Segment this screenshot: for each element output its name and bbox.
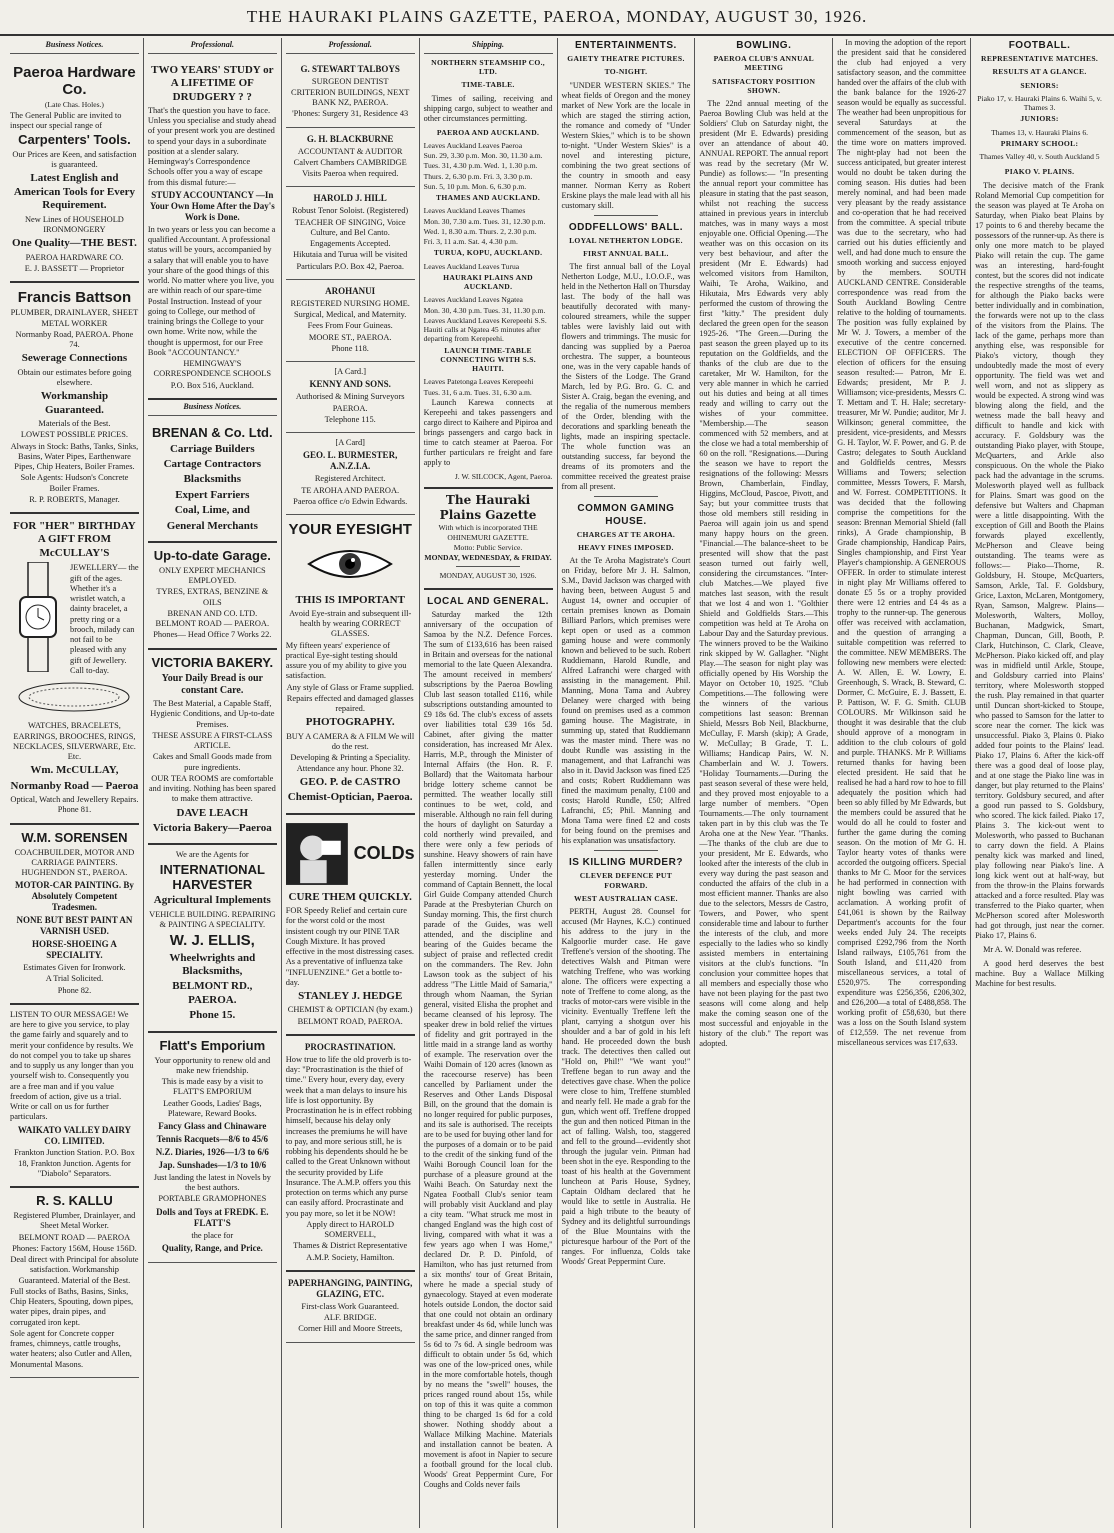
section-label: Business Notices. bbox=[148, 400, 277, 416]
article-subhead: LOYAL NETHERTON LODGE. bbox=[569, 235, 683, 245]
kallu-ad bbox=[10, 1188, 139, 1378]
article-subhead: PIAKO V. PLAINS. bbox=[1004, 167, 1075, 177]
ad-line: N.Z. Diaries, 1926—1/3 to 6/6 bbox=[155, 1147, 269, 1157]
column-6 bbox=[695, 38, 833, 1528]
ad-line: [A Card] bbox=[335, 438, 365, 448]
article-body: The 22nd annual meeting of the Paeroa Bowling Club was held at the Soldiers' Club on Saturday night, the president (Mr E. Edwards) presiding over an attendance of about 40. ANNUAL REPORT. The annual report was read by the secretary (Mr W. Pundie) as follows:— "In presenting the annual report your committee has pleasure in stating that the past season, whilst not reaching the success attained in previous years in interclub matches, was in many ways a most enjoyable one. Official Opening.—The weather was on this occasion on its very best behaviour, and after the president (Mr E. Edwards) had welcomed visitors from Hamilton, Waihi, Te Aroha, Waikino, and Hikutaia, Mrs Edwards very ably performed the custom of throwing the first "kitty." The president duly declared the green open for the season 1925-26. "The Green.—During the past season the green played up to its reputation on the Goldfields, and the thanks of the club are due to the caretaker, Mr W. Hamilton, for the very able manner in which he carried out his duties and being at all times ready and willing to carry out the wishes of your committee. "Membership.—The season commenced with 52 members, and at the close we had a total membership of 60 on the roll. "Resignations.—During the season we have to report the resignations of the following: Messrs Brown, Chamberlain, Findlay, Higgins, McCloud, Pascoe, Pivott, and Say; but your committee trusts that those old members still residing in Paeroa will again join us and spend many happy hours on the green. "Financial.—The balance-sheet to be presented will show that the past season turned out fairly well, considering the circumstances. "Inter-club Matches.—We played five matches last season, with the result that we lost 4 and won 1. "Golthier Shield and Goldfields Stars.—This competition was held at Te Aroha on Labour Day and the Saturday previous. The winners proved to be the Waikino rink skipped by W. Gallagher. "Night Play.—The season for night play was officially opened by His Worship the Mayor on October 10, 1925. "Club Competitions.—The following were the winners of the various competitions last season: Brennan Shield, Messrs Bob Neil, Blackburne, McCullay, F. Marsh (skip); A Grade, W. McCullay; B Grade, T. L. Williams; Handicap Pairs, W. N. Chamberlain and W. J. Towers. "Holiday Tournaments.—During the past season several of these were held, and they proved most enjoyable to a large number of members. "Open Tournaments.—The only tournament taken part in by this club was the Te Aroha one at the New Year. "Thanks.—The thanks of the club are due to your president, Mr E. Edwards, who looked after the interests of the club in every way during the past season and conducted the affairs of the club in a most efficient manner. Thanks are also due to the selectors, Messrs de Castro, Towers, and Power, who spent considerable time and labour to further the interests of the club, and more especially to the ladies who so kindly assisted members in entertaining visitors at the club's functions. "In conclusion your committee hopes that all members and especially those who have not been playing for the past two seasons will come along and help make the coming season one of the most successful and enjoyable in the history of the club." The report was adopted. bbox=[699, 99, 829, 1049]
ad-line: Hikutaia and Turua will be visited bbox=[293, 250, 408, 260]
column-8 bbox=[971, 38, 1108, 1528]
ad-line: GEO. P. de CASTRO bbox=[299, 775, 401, 788]
ad-line: Any style of Glass or Frame supplied. bbox=[286, 682, 414, 692]
ad-line: Sewerage Connections bbox=[21, 352, 128, 365]
ad-line: Authorised & Mining Surveyors bbox=[295, 392, 405, 402]
ad-line: Just landing the latest in Novels by the best authors. bbox=[153, 1172, 271, 1193]
ad-line: Agricultural Implements bbox=[153, 894, 271, 907]
ad-title: Flatt's Emporium bbox=[159, 1037, 266, 1053]
ad-line: KENNY AND SONS. bbox=[309, 379, 391, 390]
ad-line: BELMONT ROAD — PAEROA bbox=[18, 1232, 131, 1242]
ad-line: HAROLD J. HILL bbox=[313, 193, 387, 204]
eye-illustration bbox=[305, 544, 395, 584]
ad-line: Leather Goods, Ladies' Bags, Plateware, Reward Books. bbox=[163, 1098, 262, 1118]
article-subhead: SATISFACTORY POSITION SHOWN. bbox=[712, 76, 816, 95]
ad-line: Victoria Bakery—Paeroa bbox=[152, 821, 272, 834]
shipping-company: NORTHERN STEAMSHIP CO., LTD. bbox=[431, 57, 545, 76]
hill-ad bbox=[286, 187, 415, 279]
ad-line: (Late Chas. Holes.) bbox=[44, 100, 104, 110]
ad-line: Blacksmiths bbox=[183, 473, 242, 486]
arohanui-ad bbox=[286, 280, 415, 362]
ad-line: My fifteen years' experience of practical Eye-sight testing should assure you of my ability to give you satisfaction. bbox=[285, 640, 407, 681]
schedule-row: Tues. 31, 4.30 p.m. Wed. 1, 1.30 p.m. bbox=[423, 161, 538, 171]
ad-title: BRENAN & Co. Ltd. bbox=[152, 424, 273, 440]
ad-line: Registered Plumber, Drainlayer, and Sheet Metal Worker. bbox=[13, 1211, 136, 1231]
gazette-masthead-box bbox=[424, 487, 553, 590]
kenny-ad bbox=[286, 362, 415, 433]
ad-line: the place for bbox=[191, 1230, 234, 1240]
ad-line: Avoid Eye-strain and subsequent ill-health by wearing CORRECT GLASSES. bbox=[289, 608, 412, 639]
ad-line: TYRES, EXTRAS, BENZINE & OILS bbox=[156, 587, 269, 607]
ad-line: PHOTOGRAPHY. bbox=[305, 716, 395, 729]
ad-line: Obtain our estimates before going elsewhere. bbox=[17, 367, 132, 387]
ad-line: Robust Tenor Soloist. (Registered) bbox=[292, 206, 409, 216]
ad-line: G. H. BLACKBURNE bbox=[306, 133, 394, 144]
ad-line: Paeroa office c/o Edwin Edwards. bbox=[293, 496, 408, 506]
ad-line: HEMINGWAY'S CORRESPONDENCE SCHOOLS bbox=[153, 359, 272, 379]
sneezing-man-illustration bbox=[286, 819, 348, 889]
ad-line: TWO YEARS' STUDY or A LIFETIME OF DRUDGERY ? ? bbox=[151, 63, 274, 103]
ad-line: We are the Agents for bbox=[175, 850, 249, 860]
ad-line: MONDAY, WEDNESDAY, & FRIDAY. bbox=[424, 553, 552, 562]
ad-line: A.M.P. Society, Hamilton. bbox=[306, 1252, 395, 1262]
article-body: The first annual ball of the Loyal Netherton Lodge, M.U., I.O.O.F., was held in the Netherton Hall on Thursday last. The body of the hall was beautifully decorated with many-coloured streamers, while the supper tables were lavishly laid out with flowers and trimmings. The music for dancing was supplied by a Paeroa orchestra. The supper, a bounteous one, was in the very capable hands of the Sisters of the Lodge. The Grand March, led by P.G. Bro. G. C. and Sister A. Craig, began the evening, and the regalia of the numerous members of the Order, blending with the decorations and sparkling beneath the lights, made an inspiring spectacle. The whole function was an outstanding success, far beyond the dreams of its promoters and the committee received the greatest praise from all present. bbox=[561, 262, 691, 492]
battson-ad bbox=[10, 283, 139, 514]
article-headline: COMMON GAMING HOUSE. bbox=[577, 503, 675, 527]
schedule-row: Sun. 29, 3.30 p.m. Mon. 30, 11.30 a.m. bbox=[423, 151, 543, 160]
ad-line: Our Prices are Keen, and satisfaction is guaranteed. bbox=[12, 149, 137, 170]
ad-line: STUDY ACCOUNTANCY —In Your Own Home After the Day's Work is Done. bbox=[149, 189, 275, 222]
blackburne-ad bbox=[286, 128, 415, 188]
ad-line: Phone 82. bbox=[57, 985, 92, 995]
ad-line: Deal direct with Principal for absolute satisfaction. Workmanship Guaranteed. Material of the Best. bbox=[10, 1255, 139, 1285]
section-label: Business Notices. bbox=[10, 38, 139, 54]
ad-line: Expert Farriers bbox=[175, 488, 250, 501]
burmester-ad bbox=[286, 433, 415, 515]
ad-line: THESE ASSURE A FIRST-CLASS ARTICLE. bbox=[152, 730, 273, 750]
article-headline: LOCAL AND GENERAL. bbox=[427, 595, 549, 607]
ad-line: THIS IS IMPORTANT bbox=[295, 593, 405, 606]
talboys-ad bbox=[286, 58, 415, 128]
ad-line: Calvert Chambers CAMBRIDGE bbox=[293, 157, 407, 167]
column-2 bbox=[144, 38, 282, 1528]
ad-line: Sole agent for Concrete copper frames, chimneys, cattle troughs, water heaters; also Cutler and Allen, Monumental Masons. bbox=[10, 1328, 132, 1369]
ad-line: Carriage Builders bbox=[169, 442, 255, 455]
ad-line: BUY A CAMERA & A FILM We will do the rest. bbox=[286, 731, 415, 752]
column-1 bbox=[6, 38, 144, 1528]
ad-line: DAVE LEACH bbox=[176, 806, 249, 819]
column-7 bbox=[833, 38, 971, 1528]
article-body: Mr A. W. Donald was referee. bbox=[983, 944, 1082, 954]
ad-line: PORTABLE GRAMOPHONES bbox=[158, 1194, 267, 1204]
ad-line: LOWEST POSSIBLE PRICES. bbox=[20, 430, 128, 440]
ad-line: First-class Work Guaranteed. bbox=[301, 1301, 399, 1311]
article-body: At the Te Aroha Magistrate's Court on Friday, before Mr J. H. Salmon, S.M., David Jackson was charged with having been, between August 5 and August 14, owner and occupier of certain premises known as Domain Billiard Parlors, which premises were kept open or used as a common gaming house and were commonly known and believed to be such. Robert Ruddiemann, Harold Rundle, and Alfred Lafranchi were charged with assisting in the management. Phil. Manning, Mona Tama and Aubrey Delaney were charged with being found on premises used as a common gaming house. The Magistrate, in summing up, stated that Ruddiemann was the master mind. There was no doubt Rundle was assisting in the management, and that Lafranchi was also in it. David Jackson was fined £25 and costs; Robert Ruddiemann was fined the maximum penalty, £100 and costs; Harold Rundle, £50; Alfred Lafranchi, £5; Phil. Manning and Mona Tama were fined £2 and costs for being found on the premises and his explanation was unsatisfactory. bbox=[561, 556, 691, 846]
ad-title: R. S. KALLU bbox=[36, 1193, 113, 1209]
ad-line: Phones: Factory 156M, House 156D. bbox=[12, 1243, 137, 1253]
brenan-ad bbox=[148, 420, 277, 543]
schedule-row: Tues. 31, 6 a.m. Tues. 31, 6.30 a.m. bbox=[423, 387, 532, 397]
ad-line: The Best Material, a Capable Staff, Hygienic Conditions, and Up-to-date Premises. bbox=[150, 699, 275, 729]
ad-line: FOR "HER" BIRTHDAY A GIFT FROM McCULLAY'S bbox=[13, 520, 136, 559]
ad-line: Full stocks of Baths, Basins, Sinks, Chip Heaters, Spouting, down pipes, water pipes, drain pipes, and corrugated iron kept. bbox=[10, 1286, 134, 1327]
gazette-title: The Hauraki Plains Gazette bbox=[439, 493, 537, 522]
results-line: Piako 17, v. Hauraki Plains 6. Waihi 5, v. Thames 3. bbox=[977, 93, 1102, 113]
schedule-row: Leaves Auckland Leaves Ngatea bbox=[423, 295, 523, 305]
ad-line: Normanby Road — Paeroa bbox=[10, 779, 139, 792]
ad-line: In two years or less you can become a qualified Accountant. A professional status will be yours, accompanied by a salary that will enable you to have your share of the good things of this world. No matter where you live, you are within reach of our spare-time Postal Instruction. Instead of your going to College, our method of training brings the College to your own home. Write now, while the thought is uppermost, for our Free Book "ACCOUNTANCY." bbox=[147, 224, 276, 357]
jewellery-illustration bbox=[14, 677, 134, 717]
section-label: Professional. bbox=[148, 38, 277, 54]
ad-line: Always in Stock: Baths, Tanks, Sinks, Basins, Water Pipes, Earthenware Pipes, Chip Heaters, Boiler Frames. bbox=[10, 441, 139, 472]
ad-line: 'Phones: Surgery 31, Residence 43 bbox=[292, 109, 409, 119]
columns bbox=[6, 38, 1108, 1528]
ad-title: Paeroa Hardware Co. bbox=[13, 63, 136, 98]
ad-line: TE AROHA AND PAEROA. bbox=[301, 485, 400, 495]
ad-line: VEHICLE BUILDING. REPAIRING & PAINTING A SPECIALITY. bbox=[149, 909, 276, 930]
ad-line: CHEMIST & OPTICIAN (by exam.) bbox=[287, 1005, 413, 1015]
harvester-ad bbox=[148, 845, 277, 1032]
article-body: A good herd deserves the best machine. Buy a Wallace Milking Machine for best results. bbox=[975, 958, 1104, 988]
ad-line: WATCHES, BRACELETS, EARRINGS, BROOCHES, RINGS, NECKLACES, SILVERWARE, Etc. Etc. bbox=[13, 721, 136, 761]
eyesight-ad bbox=[286, 515, 415, 815]
ad-line: Motto: Public Service. bbox=[453, 542, 523, 552]
ad-line: Surgical, Medical, and Maternity. bbox=[294, 310, 407, 320]
ad-line: STANLEY J. HEDGE bbox=[298, 990, 403, 1003]
ad-title: Francis Battson bbox=[17, 289, 132, 307]
article-body: "UNDER WESTERN SKIES." The wheat fields of Oregon and the money market of New York are the locale in which are staged the stirring action, the romance and comedy of "Under Western Skies," which is to be shown to-night. "Under Western Skies" is a novel and interesting picture, combining the two great sections of the country in smooth and easy manner. Norman Kerry as Robert Erskine plays the male lead with all his customary skill. bbox=[561, 80, 691, 210]
ad-line: Phone 118. bbox=[331, 343, 369, 353]
ad-line: Coal, Lime, and bbox=[174, 504, 250, 517]
ad-line: R. P. ROBERTS, Manager. bbox=[29, 494, 120, 504]
route-head: THAMES AND AUCKLAND. bbox=[436, 193, 541, 202]
ad-line: G. STEWART TALBOYS bbox=[300, 63, 400, 74]
schedule-row: Leaves Patetonga Leaves Kerepeehi bbox=[423, 377, 534, 387]
ad-line: Quality, Range, and Price. bbox=[161, 1242, 263, 1253]
ad-line: COACHBUILDER, MOTOR AND CARRIAGE PAINTERS. HUGHENDON ST., PAEROA. bbox=[14, 847, 135, 877]
ad-line: Engagements Accepted. bbox=[309, 239, 391, 249]
schedule-row: Mon. 30, 4.30 p.m. Tues. 31, 11.30 p.m. bbox=[423, 305, 546, 315]
flatt-ad bbox=[148, 1033, 277, 1263]
ad-line: Estimates Given for Ironwork. bbox=[23, 963, 126, 973]
ad-line: TEACHER OF SINGING, Voice Culture, and Bel Canto. bbox=[294, 217, 406, 237]
agent-signature: J. W. SILCOCK, Agent, Paeroa. bbox=[454, 471, 553, 481]
ad-title: Carpenters' Tools. bbox=[18, 132, 131, 147]
article-subhead: GAIETY THEATRE PICTURES. bbox=[567, 54, 685, 64]
article-subhead: CLEVER DEFENCE PUT FORWARD. bbox=[579, 871, 673, 890]
article-headline: IS KILLING MURDER? bbox=[568, 857, 683, 869]
divider bbox=[456, 566, 520, 567]
masthead: THE HAURAKI PLAINS GAZETTE, PAEROA, MONDAY, AUGUST 30, 1926. bbox=[0, 0, 1114, 36]
ad-line: Dolls and Toys at FREDK. E. FLATT'S bbox=[156, 1206, 269, 1228]
ad-line: PLUMBER, DRAINLAYER, SHEET METAL WORKER bbox=[10, 308, 139, 328]
section-label: Professional. bbox=[286, 38, 415, 54]
ad-line: Your Daily Bread is our constant Care. bbox=[161, 672, 263, 696]
ad-line: CURE THEM QUICKLY. bbox=[288, 890, 412, 903]
divider bbox=[594, 850, 658, 851]
schedule-row: Leaves Auckland Leaves Paeroa bbox=[423, 140, 523, 150]
ad-line: Visits Paeroa when required. bbox=[302, 169, 399, 179]
route-head: HAURAKI PLAINS AND AUCKLAND. bbox=[443, 272, 533, 291]
ad-line: JEWELLERY— the gift of the ages. Whether it's a wristlet watch, a dainty bracelet, a pretty ring or a brooch, milady can not fail to be pleased with any gift of Jewellery. Call to-day. bbox=[70, 563, 139, 675]
dairy-ad bbox=[10, 1005, 139, 1188]
article-subhead: PAEROA CLUB'S ANNUAL MEETING bbox=[713, 54, 814, 73]
ad-line: Optical, Watch and Jewellery Repairs. Phone 81. bbox=[10, 795, 139, 815]
ad-line: Apply direct to HAROLD SOMERVELL, bbox=[306, 1219, 395, 1240]
ad-line: Corner Hill and Moore Streets, bbox=[298, 1324, 403, 1334]
schedule-row: Wed. 1, 8.30 a.m. Thurs. 2, 2.30 p.m. bbox=[423, 226, 537, 236]
article-subhead: CHARGES AT TE AROHA. bbox=[576, 529, 676, 539]
results-head: PRIMARY SCHOOL: bbox=[1000, 138, 1079, 148]
ad-line: Thames & District Representative bbox=[293, 1241, 408, 1251]
ad-line: Fancy Glass and Chinaware bbox=[158, 1121, 267, 1132]
ad-line: Wm. McCULLAY, bbox=[30, 764, 119, 777]
section-label: Shipping. bbox=[424, 38, 553, 54]
schedule-row: Sun. 5, 10 p.m. Mon. 6, 6.30 p.m. bbox=[423, 181, 527, 191]
ad-line: OUR TEA ROOMS are comfortable and inviting. Nothing has been spared to make them attractive. bbox=[148, 773, 276, 804]
ad-line: Latest English and American Tools for Every Requirement. bbox=[13, 172, 135, 212]
ad-line: Repairs effected and damaged glasses repaired. bbox=[286, 693, 414, 714]
ad-line: Fees From Four Guineas. bbox=[307, 321, 393, 331]
ad-line: FOR Speedy Relief and certain cure for the worst cold or the most insistent cough try our PINE TAR Cough Mixture. It has proved effective in the most distressing cases. As a preventative of influenza take "INFLUENZINE." Get a bottle to-day. bbox=[285, 906, 414, 987]
ad-line: Telephone 115. bbox=[324, 414, 376, 424]
ad-title: W. J. ELLIS, bbox=[169, 932, 255, 950]
ad-line: The General Public are invited to inspect our special range of bbox=[10, 110, 122, 130]
ad-line: Phones— Head Office 7 Works 22. bbox=[153, 630, 272, 640]
ad-title: YOUR EYESIGHT bbox=[288, 521, 412, 539]
ad-line: With which is incorporated THE OHINEMURI GAZETTE. bbox=[438, 523, 538, 542]
ad-line: Phone 15. bbox=[189, 1009, 236, 1022]
ad-line: E. J. BASSETT — Proprietor bbox=[24, 263, 125, 273]
ad-title: VICTORIA BAKERY. bbox=[151, 654, 274, 670]
section-headline: FOOTBALL. bbox=[1008, 40, 1071, 51]
ad-line: MOORE ST., PAEROA. bbox=[308, 332, 392, 342]
article-body: PERTH, August 28. Counsel for accused (Mr Haynes, K.C.) continued his address to the jury in the Kalgoorlie murder case. He gave Treffene's version of the shooting. The detectives Walsh and Pitman were watching Treffene, who was working alone. The officers were expecting a note of Treffene to come along, as the tracks of motor-cars were visible in the vicinity. Eventually Treffene left the plant, carrying a shotgun over his shoulder and a bar of gold in his left hand. He proceeded down the bush track. The detectives then called out "Hold on, Phil!" "We want you!" Treffene began to run away and the detectives gave chase. When the police were close to him, Treffene stumbled and nearly fell. He made a grab for the gun, which went off. Treffene dropped the gun and then noticed Pitman in the act of falling. Walsh, too, staggered and fell to the ground—evidently shot through the jugular vein. Pitman had been shot in the eye. Responding to the toast of his health at the Government luncheon at Paris House, Sydney, Captain Oldham declared that he would like to settle in Australia. He paid a high tribute to the beauty of Sydney and its delightful surroundings of the Blue Mountains with the picturesque harbour of the Port of the ranges. For influenza, Colds take Woods' Great Peppermint Cure. bbox=[561, 907, 691, 1267]
schedule-row: Leaves Auckland Leaves Kerepeehi S.S. Hauiti calls at Ngatea 45 minutes after departing from Kerepeehi. bbox=[423, 315, 547, 344]
ad-line: ONLY EXPERT MECHANICS EMPLOYED. bbox=[159, 565, 266, 586]
article-subhead: HEAVY FINES IMPOSED. bbox=[578, 543, 674, 552]
divider bbox=[594, 496, 658, 497]
ad-line: A Trial Solicited. bbox=[45, 974, 104, 984]
ad-line: That's the question you have to face. Unless you specialise and study ahead of your present work you are destined to spend your days in a subordinate position at a slender salary. Hemingway's Correspondence Schools offer you a way of escape from this dismal future:— bbox=[147, 105, 277, 187]
ad-line: MOTOR-CAR PAINTING. By Absolutely Competent Tradesmen. bbox=[14, 880, 134, 913]
schedule-row: Thurs. 2, 6.30 p.m. Fri. 3, 3.30 p.m. bbox=[423, 171, 533, 181]
route-head: PAEROA AND AUCKLAND. bbox=[436, 127, 540, 137]
paeroa-hardware-ad bbox=[10, 58, 139, 283]
ad-line: CRITERION BUILDINGS, NEXT BANK NZ, PAEROA. bbox=[290, 87, 410, 108]
column-3 bbox=[282, 38, 420, 1528]
timetable-label: TIME-TABLE. bbox=[461, 80, 515, 90]
hemingway-ad bbox=[148, 58, 277, 400]
results-line: Thames 13, v. Hauraki Plains 6. bbox=[991, 127, 1089, 137]
results-head: JUNIORS: bbox=[1020, 114, 1059, 124]
article-body: The decisive match of the Frank Roland Memorial Cup competition for the season was played at Te Aroha on Saturday, when Piako beat Plains by 17 points to 6 and thereby became the possessors of the runner-up. As there is only one more match to be played Piako will retain the cup. The game was an interesting, hard-fought contest, but the scores did not indicate the respective strengths of the teams, for although the Piako backs were better individually and in combination, the forwards were not up to the class of the visitors from the Plains. The lack of the game, perhaps more than anything else, was responsible for Piako's victory, though they undoubtedly made the most of every opportunity. The field was wet and well worn, and not as slippery as would be expected. A strong wind was blowing along the field, and the wetness made the ball heavy and difficult to handle and kick with accuracy. F. Goldsbury was the outstanding Piako player, with Stoupe, McQuarters, and Arkle also conspicuous. On the whole the Piako pack had the advantage in the scrums. Molesworth played well as fullback for Plains. Smart was good on the defensive but Walters and Chapman were a little disappointing. With the exception of Gill and Booth the Plains forwards played excellently, McPherson and Cleave being outstanding. The teams were as follows:— Piako—Thorne, R. Goldsbury, H. Stoupe, McQuarters, Samson, Arkle, Tal. F. Goldsbury, Grice, Laxton, McLaren, Montgomery, Ryan, Samson, Malgrew. Plains—Molesworth, Walters, Molloy, Buchanan, Madgwick, Smart, Chapman, Duncan, Gill, Booth, P. Clark, Hutchinson, C. Clark, Cleave, McPherson. Piako kicked off, and play was in midfield until Arkle, Stoupe, and Goldsbury carried into Plains' territory, where Molesworth stopped the rush. Play remained in that quarter until Duncan short-kicked to Stoupe, who passed to Samson for the latter to score near the corner. The kick was unsuccessful. Piako 3, Plains 0. Piako added four points to the Plains' lead. Piako 17, Plains 6. After the kick-off there was a good deal of loose play, and at one stage the Piako line was in danger, but play returned to the Plains' territory. Goldsbury secured, and after a good run passed to S. Goldsbury, who scored. The kick failed. Piako 17, Plains 3. The kick-out went to Molesworth, who passed to Buchanan to carry down the field. A Plains penalty kick was marked and lined, play following near Piako's line. A long kick went out at half-way, but from the throw-in the Plains forwards attacked and a force resulted. Play was transferred to the Piako quarter, when McPherson scored after Molesworth had got through, just near the corner. Piako 17, Plains 6. bbox=[975, 180, 1104, 940]
ad-line: SURGEON DENTIST bbox=[311, 76, 389, 86]
ad-line: Tennis Racquets—8/6 to 45/6 bbox=[156, 1134, 269, 1145]
ad-line: ACCOUNTANT & AUDITOR bbox=[297, 146, 403, 156]
ad-line: Wheelwrights and Blacksmiths, bbox=[169, 951, 256, 977]
ad-line: General Merchants bbox=[166, 519, 258, 532]
results-head: SENIORS: bbox=[1020, 80, 1059, 90]
ad-line: PAEROA. bbox=[332, 403, 368, 413]
ad-line: Normanby Road, PAEROA. Phone 74. bbox=[15, 329, 134, 350]
amp-ad bbox=[286, 1036, 415, 1272]
route-head: TURUA, KOPU, AUCKLAND. bbox=[433, 248, 543, 258]
section-headline: ENTERTAINMENTS. bbox=[575, 40, 677, 51]
ad-line: Materials of the Best. bbox=[38, 419, 111, 429]
wristwatch-illustration bbox=[10, 562, 66, 672]
ad-line: Chemist-Optician, Paeroa. bbox=[287, 791, 413, 804]
ad-line: New Lines of HOUSEHOLD IRONMONGERY bbox=[25, 214, 124, 234]
schedule-row: Fri. 3, 11 a.m. Sat. 4, 4.30 p.m. bbox=[423, 237, 518, 246]
article-subhead: REPRESENTATIVE MATCHES. bbox=[981, 54, 1099, 64]
ad-line: Jap. Sunshades—1/3 to 10/6 bbox=[158, 1159, 267, 1170]
ad-line: [A Card.] bbox=[334, 367, 366, 377]
sorensen-ad bbox=[10, 825, 139, 1005]
ad-line: Workmanship Guaranteed. bbox=[40, 390, 109, 416]
column-5 bbox=[558, 38, 696, 1528]
divider bbox=[594, 215, 658, 216]
schedule-row: Mon. 30, 7.30 a.m. Tues. 31, 12.30 p.m. bbox=[423, 216, 546, 226]
ad-line: BELMONT RD., PAEROA. bbox=[172, 980, 253, 1006]
ad-line: Cartage Contractors bbox=[163, 457, 262, 470]
article-subhead: TO-NIGHT. bbox=[604, 67, 648, 77]
ad-line: NONE BUT BEST PAINT AN VARNISH USED. bbox=[16, 915, 133, 937]
ad-line: PAEROA HARDWARE CO. bbox=[25, 252, 124, 262]
ad-title: Up-to-date Garage. bbox=[153, 548, 271, 563]
ad-line: One Quality—THE BEST. bbox=[12, 237, 137, 250]
schedule-row: Leaves Auckland Leaves Thames bbox=[423, 206, 526, 216]
ad-line: GEO. L. BURMESTER, A.N.Z.I.A. bbox=[303, 450, 398, 472]
ad-line: REGISTERED NURSING HOME. bbox=[290, 298, 410, 308]
mccullay-ad bbox=[10, 514, 139, 825]
schedule-row: Leaves Auckland Leaves Turua bbox=[423, 261, 520, 271]
ad-line: LISTEN TO OUR MESSAGE! We are here to give you service, to play the game fairly and squarely and to merit your confidence by results. We do not compel you to take up shares and to supply us any longer than you yourself wish to. Consequently you are a free man and if you value freedom of action, give us a trial. Write or call on us for further particulars. bbox=[10, 1009, 134, 1122]
ad-line: How true to life the old proverb is to-day: "Procrastination is the thief of time." Every hour, every day, every week that a man delays to insure his life is lost opportunity. By Procrastination he is in effect robbing himself, because his delay only increases the premiums he will have to pay, and more serious still, he is robbing his dependents should he be called to the Great Unknown without the security provided by Life Insurance. The A.M.P. offers you this protection on terms which any purse can easily afford. Procrastinate and you pay more, so let it be NOW! bbox=[285, 1054, 412, 1218]
ad-line: Your opportunity to renew old and make new friendship. bbox=[154, 1055, 271, 1075]
ad-title: COLDs bbox=[353, 843, 415, 864]
ad-line: BELMONT ROAD, PAEROA. bbox=[297, 1016, 403, 1026]
ad-title: INTERNATIONAL HARVESTER bbox=[159, 861, 265, 892]
ad-line: P.O. Box 516, Auckland. bbox=[170, 380, 254, 390]
ad-line: ALF. BRIDGE. bbox=[323, 1313, 377, 1323]
article-subhead: RESULTS AT A GLANCE. bbox=[992, 67, 1087, 77]
article-headline: ODDFELLOWS' BALL. bbox=[568, 221, 684, 233]
article-subhead: FIRST ANNUAL BALL. bbox=[583, 249, 669, 259]
ad-line: AROHANUI bbox=[325, 285, 376, 296]
colds-ad bbox=[286, 815, 415, 1036]
bridge-ad bbox=[286, 1272, 415, 1343]
ad-line: Registered Architect. bbox=[314, 474, 386, 484]
ad-line: This is made easy by a visit to FLATT'S EMPORIUM bbox=[161, 1077, 263, 1097]
article-body: In moving the adoption of the report the president said that he considered the club had enjoyed a very satisfactory season, and the committee handed over the affairs of the club with the bank balance for the 1926-27 season would be equally as successful. The weather had been unpropitious for several Saturdays at the commencement of the season, but as the time wore on matters improved. The night-play had not been the success anticipated, but greater interest would no doubt be taken during the coming season. His duties had been merely nominal, and had been made very pleasant by the ready assistance and co-operation that he had received from the committee. A special tribute was due to the secretary, who had carried out his duties efficiently and well, and had done much to ensure the smooth working and success enjoyed by the members. SOUTH AUCKLAND CENTRE. Considerable correspondence was read from the South Auckland Bowling Centre relative to the holding of tournaments. The position was fully explained by Mr W. J. Towers, a member of the executive of the centre concerned. ELECTION OF OFFICERS. The election of officers for the ensuing season resulted:— Patron, Mr E. Edwards; president, Mr P. J. Williamson; vice-presidents, Messrs C. T. Mettam and T. H. Hale; secretary-treasurer, Mr W. Pundie; auditor, Mr J. Wilkinson; general committee, the president, vice-presidents, and Messrs G. H. Taylor, W. F. Power, and G. P. de Castro; delegates to South Auckland and Goldfields centres, Messrs Williams and Towers; selection committee, Messrs Towers, F. Marsh, and W. Forrest. COMPETITIONS. It was decided that the following comprise the competitions for the season: Brennan Memorial Shield (fall rinks), A Grade championship, B Grade championship, Handicap Pairs, Singles championship, and First Year Player's championship. A GENEROUS OFFER. In order to stimulate interest in night play Mr Williams offered to donate £5 5s or a trophy provided there were 12 entries and £4 4s as a trophy to the runner-up. The generous offer was received with acclamation, and the question of arranging a suitable competition was referred to the committee. NEW MEMBERS. The following new members were elected: A. W. Allen, E. W. Lowry, E. Greenhough, S. Wrack, B. Steward, C. Dormer, C. McGuire, E. J. Bassett, E. P. Pattison, W. F. G. Smith. CLUB COLOURS. Mr Wilkinson said he thought it was desirable that the club should approve of a monogram in addition to the club colours of gold and purple. THANKS. Mr P. Williams returned thanks for having been elected president. He said that he realised he had a hard row to hoe to fill adequately the position which had been so ably filled by Mr Edwards, but the members could be assured that he would do all he could to foster and further the game during the coming season. On the motion of Mr G. H. Taylor hearty votes of thanks were accorded the outgoing officers. Special thanks to Mr C. Moor for the services he had performed in connection with night bowling was carried with acclamation. A working profit of £41,061 is shown by the Railway Department's accounts for the four weeks ended July 24. The receipts comprised £292,796 from the North Island railways, £105,761 from the South Island, and £11,420 from miscellaneous services, a total of £520,975. The corresponding expenditure was £256,356, £206,302, and £26,200—a total of £488,858. The working profit of £58,630, but there was a loss on the South Island system of £12,559. The net revenue from miscellaneous services was £17,633. bbox=[837, 38, 967, 1047]
article-subhead: WEST AUSTRALIAN CASE. bbox=[574, 893, 678, 903]
ad-line: BRENAN AND CO. LTD. BELMONT ROAD — PAEROA. bbox=[155, 608, 270, 629]
shipping-note: Times of sailing, receiving and shipping cargo, subject to weather and other circumstances permitting. bbox=[423, 93, 553, 123]
ad-line: Sole Agents: Hudson's Concrete Boiler Frames. bbox=[20, 473, 129, 493]
ad-line: Cakes and Small Goods made from pure ingredients. bbox=[152, 752, 272, 772]
garage-ad bbox=[148, 543, 277, 650]
ad-line: WAIKATO VALLEY DAIRY CO. LIMITED. bbox=[17, 1124, 132, 1146]
launch-note: Launch Karewa connects at Kerepeehi and takes passengers and cargo direct to Kaihere and Pipiroa and brings passengers and cargo back in time to catch steamer at Paeroa. For further particulars re freight and fare apply to bbox=[423, 397, 553, 467]
route-head: LAUNCH TIME-TABLE CONNECTING WITH S.S. HAUITI. bbox=[440, 345, 536, 373]
issue-date: MONDAY, AUGUST 30, 1926. bbox=[439, 571, 537, 581]
ad-title: W.M. SORENSEN bbox=[21, 829, 128, 845]
column-4 bbox=[420, 38, 558, 1528]
ad-line: Particulars P.O. Box 42, Paeroa. bbox=[296, 261, 404, 271]
article-body: Saturday marked the 12th anniversary of the occupation of Samoa by the N.Z. Defence Forces. The sum of £133,616 has been raised in Britain and overseas for the national memorial to the late Queen Alexandra. The amount received in members' subscriptions by the Paeroa Bowling Club last season totalled £116, while subscriptions outstanding amounted to £9 18s 6d. The club's excess of assets over liabilities total £39 16s 5d. Cabinet, after giving the matter consideration, has increased Mr Alex. Harris, M.P., through the Minister of Internal Affairs (the Hon. R. F. Bollard) that the Waitomata harbour bridge lottery scheme cannot be permitted. The weather locally still continues to be wet, cold, and miserable. Although no rain fell during the hours of daylight on Saturday a cold northerly wind prevailed, and there were only a few periods of sunshine. Heavy showers of rain have fallen intermittently since early yesterday morning. Under the command of Captain Bennett, the local Girl Guide Company attended Church Parade at the Presbyterian Church on Sunday morning. This, the first church parade of the Guides, was well attended, and the discipline and bearing of the Guides became the subject of praise and reflected credit on the commanders. The Rev. John Lawson took as the subject of his address "The Little Maid of Samaria," through whom Naaman, the Syrian general, visited Elisha the prophet and became cleansed of his leprosy. The speaker drew in bold relief the virtues of fidelity and grit portrayed in the little maid in a strange land as worthy of example. The reservation over the Waihi Domain of 120 acres (known as the racecourse reserve) has been cancelled by Parliament under the Reserves and Other Lands Disposal Bill, on the ground that the domain is no longer required for public purposes, and its sale is authorised. The receipts are to be used for buying other land for the purposes of a domain or to be paid to the credit of the sinking fund of the Waihi Borough Council loan for the purchase of a pleasure ground at the Waihi Beach. On Saturday next the Ngatea Football Club's senior team will probably visit Auckland and play a city team. "What struck me most in changed England was the high cost of living, compared with what it was a few years ago when I was Home," declared Dr. P. D. Pinfold, of Hamilton, who has just returned from a six months' tour of Great Britain, where he made a special study of gynaecology. Stayed at even moderate hotels outside London, the doctor said that one could not obtain an ordinary breakfast under 4s 6d, while lunch was the same price, and dinner ranged from 5s 6d to 7s 6d. A single bedroom was difficult to obtain under 5s 6d, which was one of the low-priced ones, while in the more comfortable hotels, though by no means the "swell" houses, the prices ranged round about 15s, while on top of this it was quite a common thing to be charged 1s 6d for a cold shower. Nothing shoddy about a Wallace Milking Machine. Materials and installation cannot be beaten. A movement is afoot in Napier to secure a football ground for the local club. Woods' Great Peppermint Cure, For Coughs and Colds never fails bbox=[423, 609, 553, 1489]
ad-line: PROCRASTINATION. bbox=[304, 1041, 396, 1052]
ad-line: Frankton Junction Station. P.O. Box 18, Frankton Junction. Agents for "Diabolo" Separators. bbox=[14, 1148, 135, 1178]
bakery-ad bbox=[148, 650, 277, 846]
ad-line: Developing & Printing a Speciality. Attendance any hour. Phone 32. bbox=[290, 753, 411, 773]
results-line: Thames Valley 40, v. South Auckland 5 bbox=[979, 152, 1100, 162]
section-headline: BOWLING. bbox=[736, 40, 792, 51]
ad-line: PAPERHANGING, PAINTING, GLAZING, ETC. bbox=[287, 1277, 413, 1299]
ad-line: HORSE-SHOEING A SPECIALITY. bbox=[32, 939, 117, 961]
